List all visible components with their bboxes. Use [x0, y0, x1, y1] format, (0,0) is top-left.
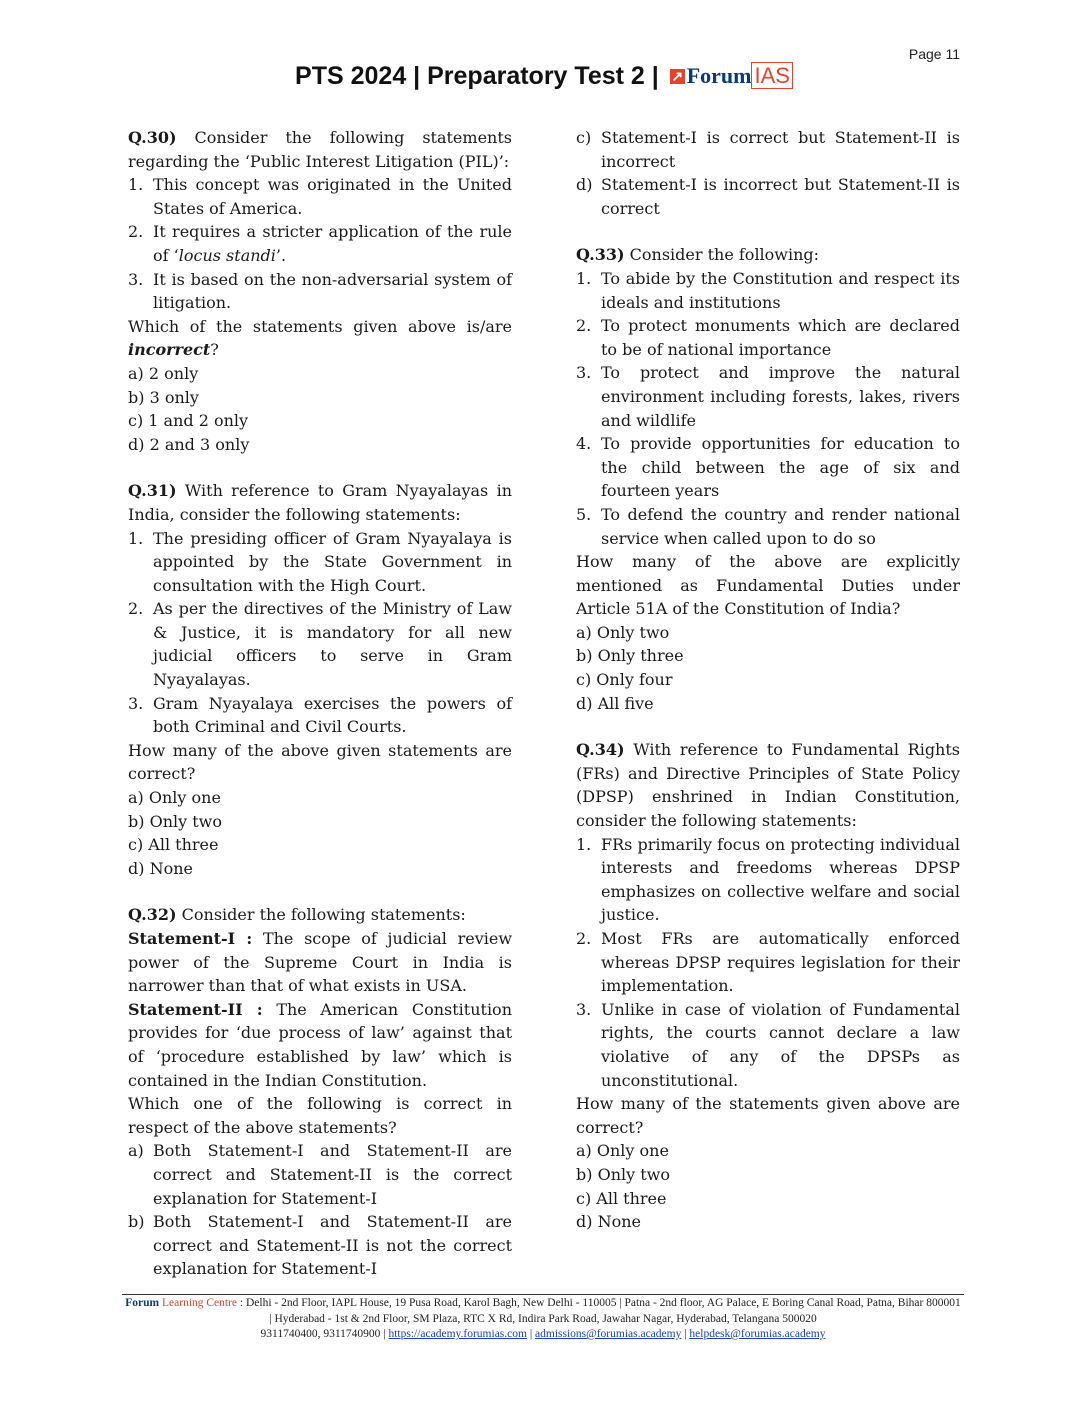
page-number: Page 11 — [908, 46, 960, 62]
footer-delhi-address: Delhi - 2nd Floor, IAPL House, 19 Pusa Road, Karol Bagh, New Delhi - 110005 — [246, 1297, 617, 1309]
question-stem: Q.32) Consider the following statements: — [128, 905, 466, 925]
footer: Forum Learning Centre : Delhi - 2nd Floor, IAPL House, 19 Pusa Road, Karol Bagh, New Delhi - 110005 | Patna - 2nd floor, AG Palace, E Boring Canal Road, Patna, Bihar 800001 | Hyderabad - 1st & 2nd Floor, SM Plaza, RTC X Rd, Indira Park Road, Jawahar Nagar, Hyderabad, Telangana 500020 9311740400, 9311740900 | https://academy.forumias.com | admissions@forumias.academy | helpdesk@forumias.academy — [122, 1296, 964, 1343]
footer-forum: Forum — [125, 1297, 160, 1309]
admissions-email-link[interactable]: admissions@forumias.academy — [535, 1328, 682, 1340]
statement: 4. To provide opportunities for education to the child between the age of six and fourteen years — [576, 434, 960, 501]
question-ask: Which one of the following is correct in respect of the above statements? — [128, 1094, 512, 1137]
option: c) 1 and 2 only — [128, 411, 249, 431]
academy-link[interactable]: https://academy.forumias.com — [388, 1328, 527, 1340]
option: b) Both Statement-I and Statement-II are correct and Statement-II is not the correct explanation for Statement-I — [128, 1212, 512, 1279]
question-stem: Q.33) Consider the following: — [576, 245, 820, 265]
option-list — [128, 1139, 512, 1281]
statement: 2. As per the directives of the Ministry of Law & Justice, it is mandatory for all new judicial officers to serve in Gram Nyayalayas. — [128, 599, 512, 690]
statement-list — [128, 527, 512, 739]
statement: 1. To abide by the Constitution and respect its ideals and institutions — [576, 268, 960, 312]
option: d) Statement-I is incorrect but Statement-II is correct — [576, 175, 960, 218]
statement: 1. This concept was originated in the United States of America. — [128, 175, 512, 218]
statement: 5. To defend the country and render national service when called upon to do so — [576, 504, 960, 548]
option: c) All three — [128, 835, 219, 855]
option: a) Only two — [576, 622, 670, 642]
question-30 — [128, 126, 512, 456]
left-column — [128, 126, 512, 1304]
option: d) All five — [576, 693, 654, 713]
helpdesk-email-link[interactable]: helpdesk@forumias.academy — [689, 1328, 826, 1340]
statement: 2. To protect monuments which are declared to be of national importance — [576, 316, 960, 359]
question-stem: Q.30) Consider the following statements regarding the ‘Public Interest Litigation (PIL)’: — [128, 128, 512, 171]
option: d) None — [576, 1212, 641, 1232]
option: a) Both Statement-I and Statement-II are correct and Statement-II is the correct explanation for Statement-I — [128, 1141, 512, 1208]
statement: 1. FRs primarily focus on protecting individual interests and freedoms whereas DPSP emphasizes on collective welfare and social justice. — [576, 834, 961, 925]
option: b) Only two — [128, 811, 222, 831]
option: d) 2 and 3 only — [128, 434, 250, 454]
page-title — [0, 62, 1088, 92]
statement-list — [576, 267, 960, 550]
statement: 3. To protect and improve the natural environment including forests, lakes, rivers and wildlife — [576, 363, 960, 430]
logo-arrow-icon: ↗ — [671, 67, 684, 84]
statement: 2. It requires a stricter application of the rule of ‘locus standi’. — [128, 222, 512, 265]
question-32-continued — [576, 126, 960, 220]
statement-list — [128, 173, 512, 315]
question-stem: Q.31) With reference to Gram Nyayalayas in India, consider the following statements: — [128, 481, 512, 524]
question-ask: How many of the above are explicitly mentioned as Fundamental Duties under Article 51A of the Constitution of India? — [576, 552, 960, 619]
statement-1: Statement-I : The scope of judicial review power of the Supreme Court in India is narrower than that of what exists in USA. — [128, 929, 513, 996]
footer-hyderabad-address: | Hyderabad - 1st & 2nd Floor, SM Plaza, RTC X Rd, Indira Park Road, Jawahar Nagar, Hyderabad, Telangana 500020 — [269, 1312, 817, 1325]
logo-forum-text: Forum — [686, 62, 752, 88]
question-34 — [576, 738, 960, 1233]
footer-divider — [122, 1294, 964, 1295]
option: a) 2 only — [128, 363, 199, 383]
footer-patna-address: | Patna - 2nd floor, AG Palace, E Boring Canal Road, Patna, Bihar 800001 — [619, 1297, 961, 1309]
question-31 — [128, 479, 512, 880]
statement: 2. Most FRs are automatically enforced whereas DPSP requires legislation for their implementation. — [576, 929, 960, 996]
footer-learning-centre: Learning Centre — [162, 1297, 238, 1309]
option: a) Only one — [576, 1141, 669, 1161]
question-ask: Which of the statements given above is/are incorrect? — [128, 316, 512, 360]
option: d) None — [128, 858, 193, 878]
question-33 — [576, 243, 960, 715]
question-ask: How many of the statements given above are correct? — [576, 1094, 960, 1137]
forumias-logo — [670, 61, 793, 90]
option-list — [576, 126, 960, 220]
statement: 1. The presiding officer of Gram Nyayalaya is appointed by the State Government in consultation with the High Court. — [128, 528, 512, 595]
statement: 3. It is based on the non-adversarial system of litigation. — [128, 269, 512, 313]
option: b) Only three — [576, 646, 684, 666]
question-32 — [128, 903, 512, 1281]
test-title: PTS 2024 | Preparatory Test 2 | — [295, 62, 659, 90]
option: b) 3 only — [128, 387, 199, 407]
question-stem: Q.34) With reference to Fundamental Rights (FRs) and Directive Principles of State Policy (DPSP) enshrined in Indian Constitution, consider the following statements: — [576, 740, 961, 831]
option: c) Statement-I is correct but Statement-II is incorrect — [576, 128, 960, 171]
statement: 3. Unlike in case of violation of Fundamental rights, the courts cannot declare a law violative of any of the DPSPs as unconstitutional. — [576, 999, 960, 1090]
statement-2: Statement-II : The American Constitution provides for ‘due process of law’ against that of ‘procedure established by law’ which is contained in the Indian Constitution. — [128, 999, 512, 1090]
option: c) Only four — [576, 670, 673, 690]
footer-phones: 9311740400, 9311740900 | — [260, 1328, 386, 1340]
statement-list — [576, 833, 960, 1093]
option: c) All three — [576, 1188, 667, 1208]
option: b) Only two — [576, 1164, 670, 1184]
right-column — [576, 126, 960, 1257]
logo-ias-text: IAS — [751, 62, 792, 89]
statement: 3. Gram Nyayalaya exercises the powers of both Criminal and Civil Courts. — [128, 693, 512, 737]
option: a) Only one — [128, 788, 221, 808]
question-ask: How many of the above given statements are correct? — [128, 740, 512, 784]
